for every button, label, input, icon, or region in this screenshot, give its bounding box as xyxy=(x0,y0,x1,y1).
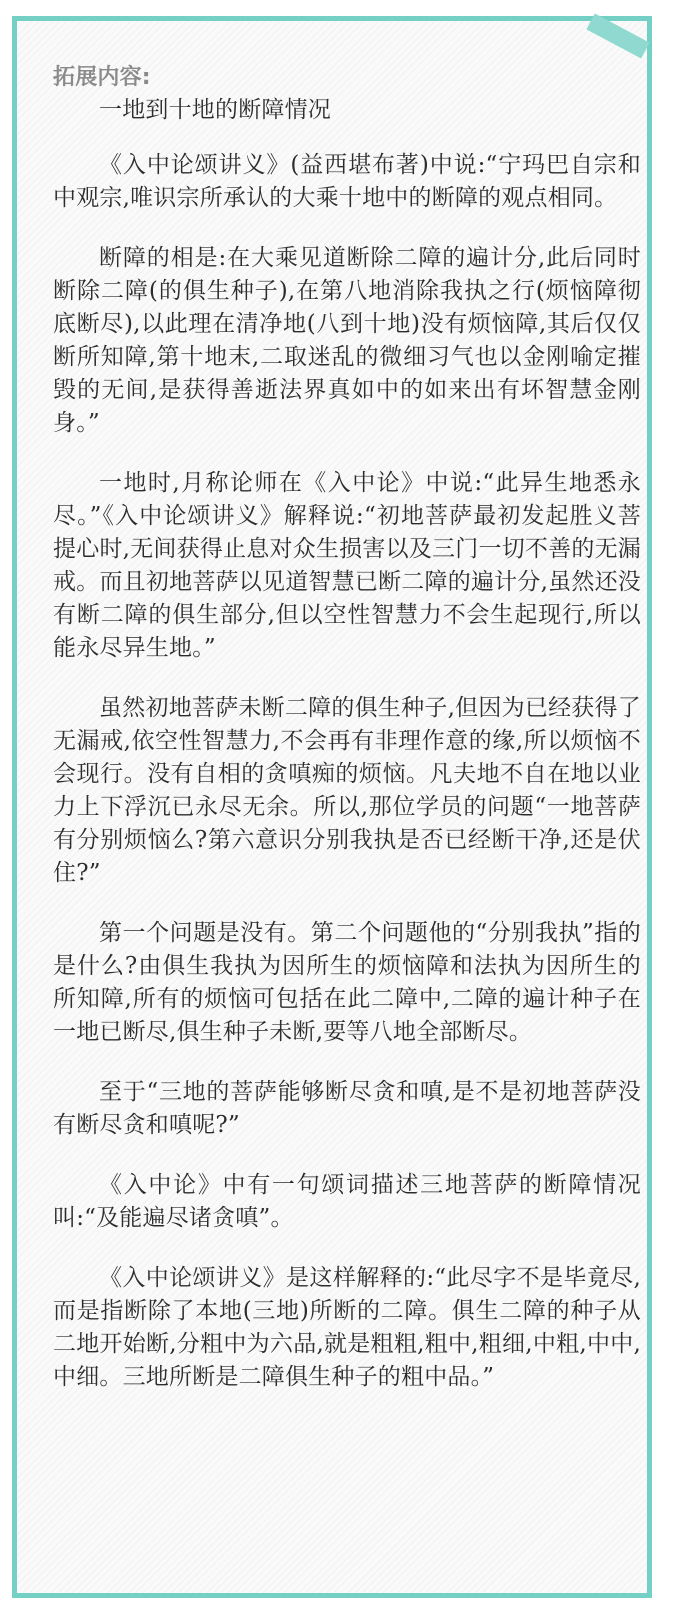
paragraph-2: 断障的相是:在大乘见道断除二障的遍计分,此后同时断除二障(的俱生种子),在第八地消除我执之行(烦恼障彻底断尽),以此理在清净地(八到十地)没有烦恼障,其后仅仅断所知障,第十地末,二取迷乱的微细习气也以金刚喻定摧毁的无间,是获得善逝法界真如中的如来出有坏智慧金刚身。” xyxy=(53,245,641,436)
article-subtitle: 一地到十地的断障情况 xyxy=(99,97,331,123)
paragraph-1: 《入中论颂讲义》(益西堪布著)中说:“宁玛巴自宗和中观宗,唯识宗所承认的大乘十地中的断障的观点相同。 xyxy=(53,152,641,211)
content-card xyxy=(12,16,652,1598)
paragraph-6: 至于“三地的菩萨能够断尽贪和嗔,是不是初地菩萨没有断尽贪和嗔呢?” xyxy=(53,1079,641,1138)
paragraph-5: 第一个问题是没有。第二个问题他的“分别我执”指的是什么?由俱生我执为因所生的烦恼障和法执为因所生的所知障,所有的烦恼可包括在此二障中,二障的遍计种子在一地已断尽,俱生种子未断,要等八地全部断尽。 xyxy=(53,920,641,1045)
paragraph-7: 《入中论》中有一句颂词描述三地菩萨的断障情况叫:“及能遍尽诸贪嗔”。 xyxy=(53,1172,641,1231)
article-body xyxy=(53,61,641,1421)
paragraph-4: 虽然初地菩萨未断二障的俱生种子,但因为已经获得了无漏戒,依空性智慧力,不会再有非理作意的缘,所以烦恼不会现行。没有自相的贪嗔痴的烦恼。凡夫地不自在地以业力上下浮沉已永尽无余。所以,那位学员的问题“一地菩萨有分别烦恼么?第六意识分别我执是否已经断干净,还是伏住?” xyxy=(53,695,641,886)
corner-tab-decoration xyxy=(586,13,649,58)
section-heading: 拓展内容: xyxy=(53,65,151,90)
paragraph-3: 一地时,月称论师在《入中论》中说:“此异生地悉永尽。”《入中论颂讲义》解释说:“初地菩萨最初发起胜义菩提心时,无间获得止息对众生损害以及三门一切不善的无漏戒。而且初地菩萨以见道智慧已断二障的遍计分,虽然还没有断二障的俱生部分,但以空性智慧力不会生起现行,所以能永尽异生地。” xyxy=(53,470,641,661)
paragraph-8: 《入中论颂讲义》是这样解释的:“此尽字不是毕竟尽,而是指断除了本地(三地)所断的二障。俱生二障的种子从二地开始断,分粗中为六品,就是粗粗,粗中,粗细,中粗,中中,中细。三地所断是二障俱生种子的粗中品。” xyxy=(53,1265,641,1390)
